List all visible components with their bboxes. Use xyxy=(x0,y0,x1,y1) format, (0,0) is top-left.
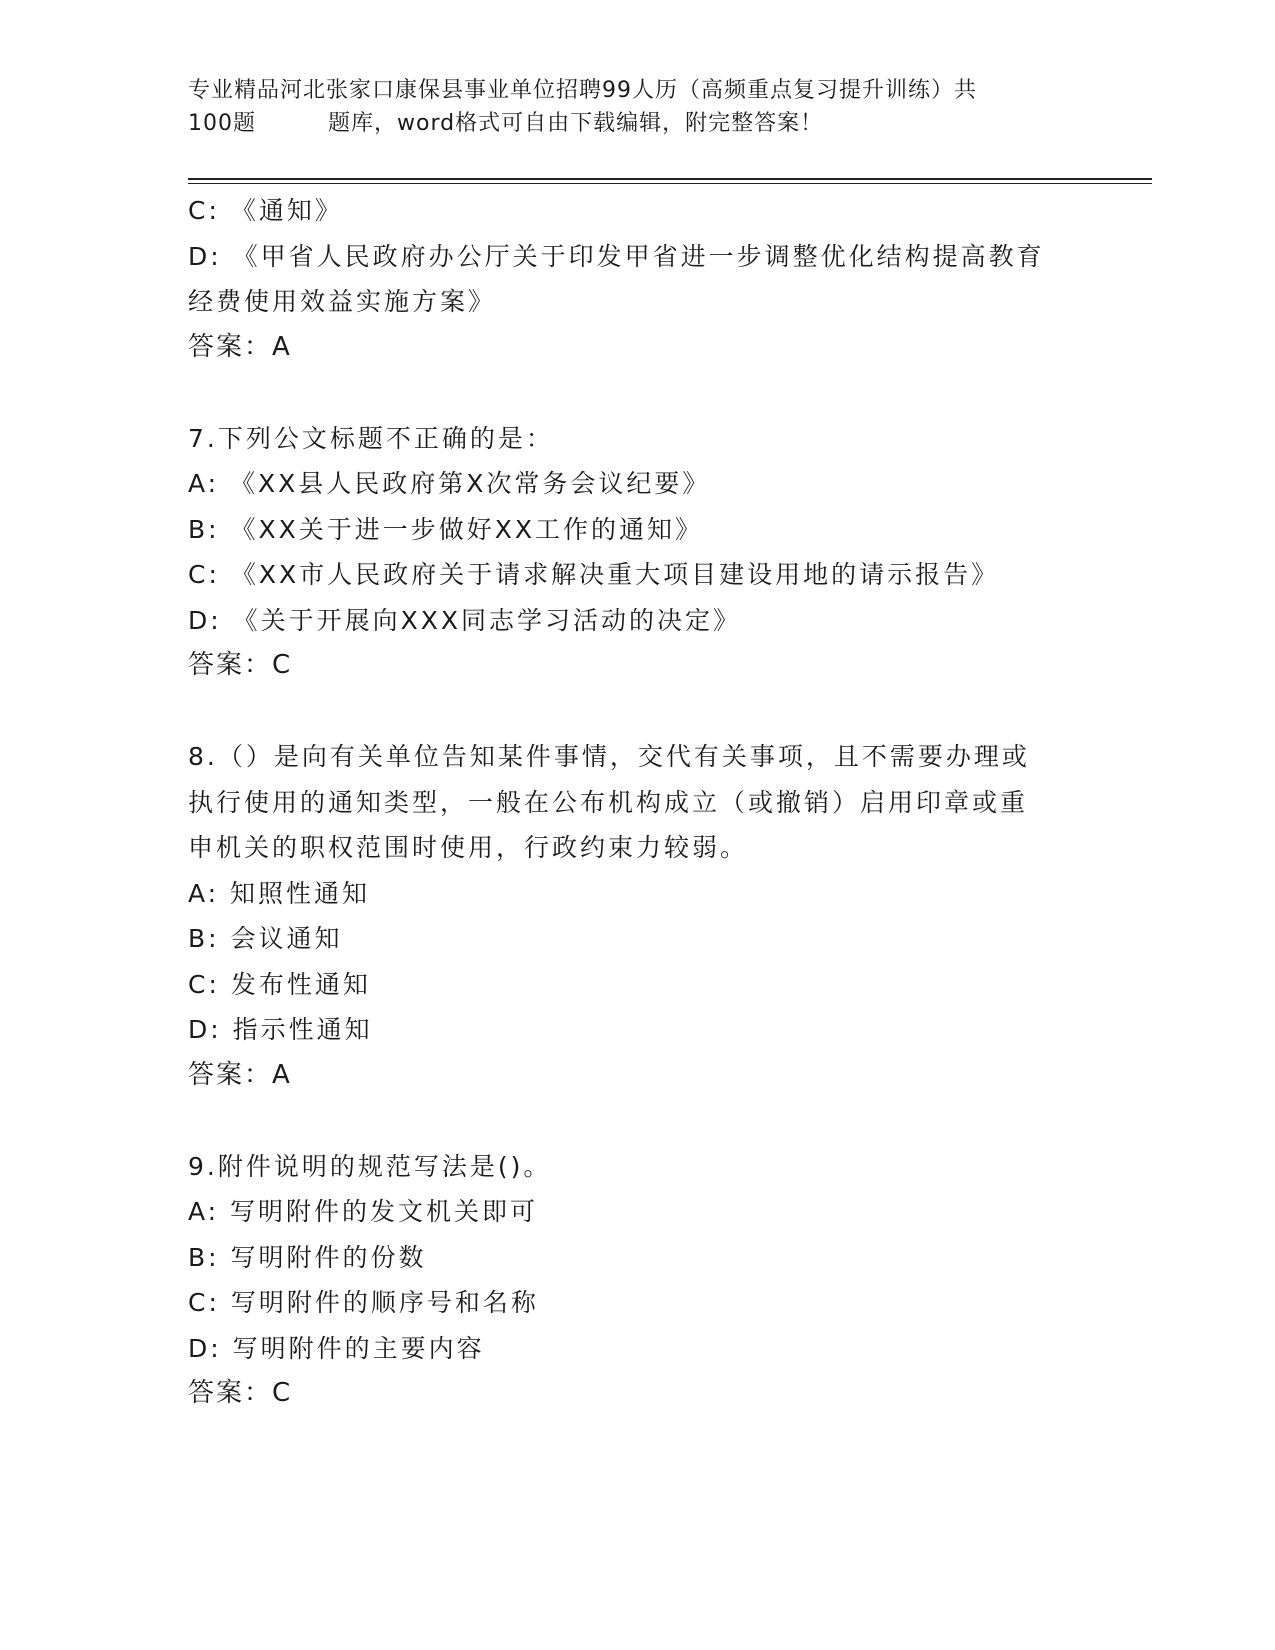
q7-option-c: C: 《XX市人民政府关于请求解决重大项目建设用地的请示报告》 xyxy=(188,560,1000,589)
question-content xyxy=(188,188,1088,1417)
q7-answer: 答案：C xyxy=(188,650,293,680)
q7-stem: 7.下列公文标题不正确的是： xyxy=(188,423,554,453)
q9-option-c: C: 写明附件的顺序号和名称 xyxy=(188,1288,539,1317)
prev-option-d-line1: D: 《甲省人民政府办公厅关于印发甲省进一步调整优化结构提高教育 xyxy=(188,241,1045,271)
q9-option-b: B: 写明附件的份数 xyxy=(188,1242,427,1272)
q8-option-c: C: 发布性通知 xyxy=(188,969,371,999)
q8-stem-line2: 执行使用的通知类型，一般在公布机构成立（或撤销）启用印章或重 xyxy=(188,787,1029,817)
spacer xyxy=(188,370,1088,416)
q8-answer: 答案：A xyxy=(188,1059,292,1090)
prev-option-c: C: 《通知》 xyxy=(188,196,343,225)
header-question-count: 100题 xyxy=(188,111,256,136)
q9-option-d: D: 写明附件的主要内容 xyxy=(188,1333,485,1363)
q7-option-d: D: 《关于开展向XXX同志学习活动的决定》 xyxy=(188,605,742,635)
q7-option-a: A: 《XX县人民政府第X次常务会议纪要》 xyxy=(188,469,711,498)
q9-option-a: A: 写明附件的发文机关即可 xyxy=(188,1197,539,1226)
document-header xyxy=(188,74,1088,140)
q9-answer: 答案：C xyxy=(188,1378,293,1408)
spacer xyxy=(188,689,1088,735)
q8-stem-line1: 8.（）是向有关单位告知某件事情，交代有关事项，且不需要办理或 xyxy=(188,742,1030,771)
prev-option-d-line2: 经费使用效益实施方案》 xyxy=(188,287,497,316)
header-title-line2 xyxy=(188,107,1088,140)
q9-stem: 9.附件说明的规范写法是()。 xyxy=(188,1151,552,1181)
q8-stem-line3: 申机关的职权范围时使用，行政约束力较弱。 xyxy=(188,833,749,862)
prev-answer: 答案：A xyxy=(188,331,292,362)
header-divider-thick xyxy=(188,178,1152,180)
q8-option-d: D: 指示性通知 xyxy=(188,1015,373,1044)
header-description: 题库，word格式可自由下载编辑，附完整答案！ xyxy=(328,111,824,136)
q7-option-b: B: 《XX关于进一步做好XX工作的通知》 xyxy=(188,514,704,544)
header-title-line1: 专业精品河北张家口康保县事业单位招聘99人历（高频重点复习提升训练）共 xyxy=(188,78,977,103)
q8-option-a: A: 知照性通知 xyxy=(188,878,371,908)
header-divider-thin xyxy=(188,183,1152,184)
q8-option-b: B: 会议通知 xyxy=(188,924,343,953)
spacer xyxy=(188,1098,1088,1144)
